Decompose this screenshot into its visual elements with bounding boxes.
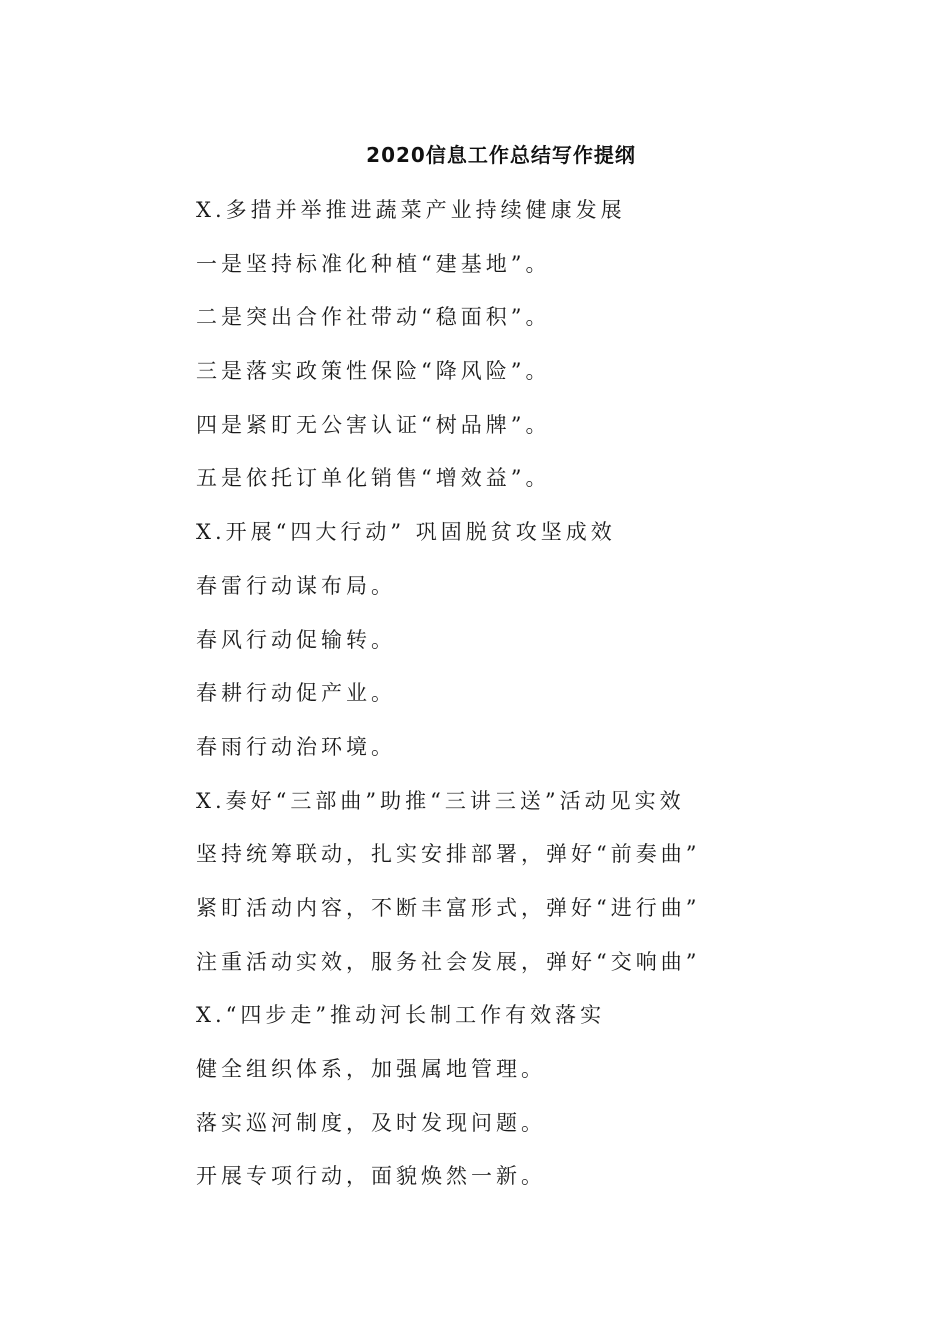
outline-heading: X.“四步走”推动河长制工作有效落实 <box>196 1003 606 1028</box>
outline-heading: X.开展“四大行动” 巩固脱贫攻坚成效 <box>196 520 616 545</box>
document-title: 2020信息工作总结写作提纲 <box>366 143 636 167</box>
outline-item: 一是坚持标准化种植“建基地”。 <box>196 251 551 276</box>
outline-item: 春风行动促输转。 <box>196 627 396 652</box>
outline-item: 五是依托订单化销售“增效益”。 <box>196 466 551 491</box>
outline-item: 开展专项行动，面貌焕然一新。 <box>196 1164 546 1189</box>
outline-item: 春雷行动谋布局。 <box>196 573 396 598</box>
outline-item: 健全组织体系，加强属地管理。 <box>196 1057 546 1081</box>
outline-item: 春耕行动促产业。 <box>196 681 396 706</box>
outline-heading: X.多措并举推进蔬菜产业持续健康发展 <box>196 198 626 222</box>
outline-item: 三是落实政策性保险“降风险”。 <box>196 359 551 384</box>
outline-item: 紧盯活动内容，不断丰富形式，弹好“进行曲” <box>196 895 701 920</box>
outline-list <box>196 193 896 1213</box>
outline-item: 二是突出合作社带动“稳面积”。 <box>196 305 551 330</box>
outline-item: 注重活动实效，服务社会发展，弹好“交响曲” <box>196 949 701 974</box>
outline-item: 落实巡河制度，及时发现问题。 <box>196 1110 546 1135</box>
outline-item: 四是紧盯无公害认证“树品牌”。 <box>196 412 551 437</box>
outline-item: 春雨行动治环境。 <box>196 734 396 759</box>
outline-heading: X.奏好“三部曲”助推“三讲三送”活动见实效 <box>196 788 685 813</box>
outline-item: 坚持统筹联动，扎实安排部署，弹好“前奏曲” <box>196 842 701 867</box>
